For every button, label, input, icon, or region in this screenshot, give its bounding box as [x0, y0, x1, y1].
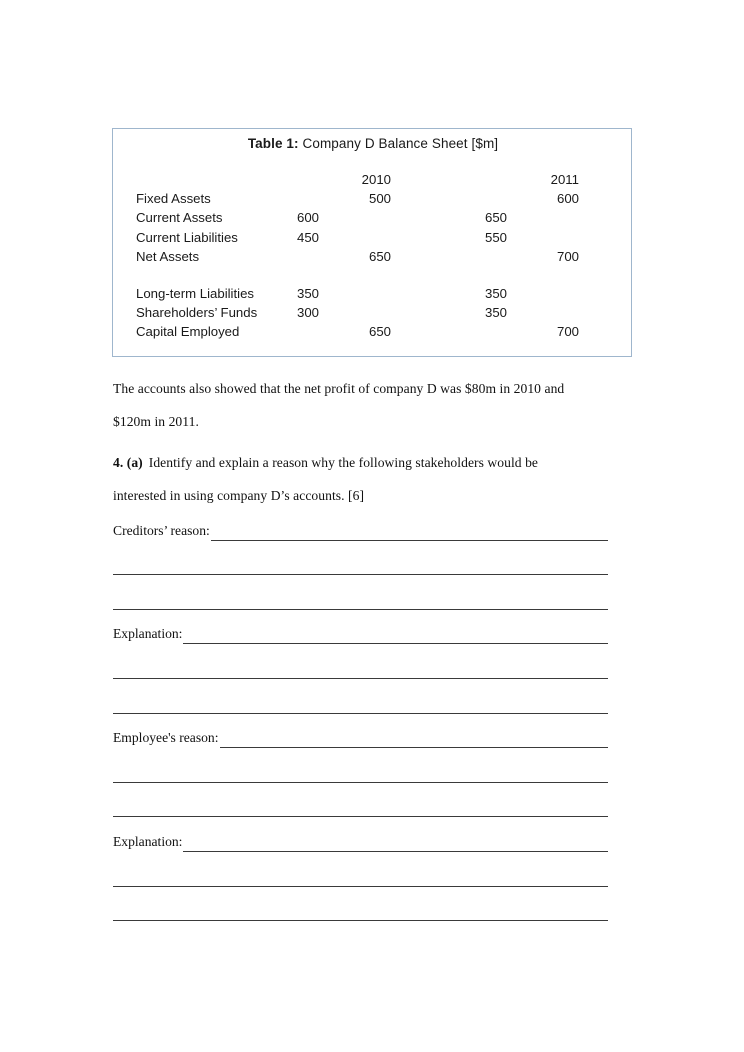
table-title-text: Company D Balance Sheet [$m] — [298, 136, 499, 151]
intro-paragraph-line-2: $120m in 2011. — [113, 414, 199, 429]
answer-rule — [113, 574, 608, 575]
answer-line-blank[interactable] — [113, 581, 608, 616]
answer-label: Explanation: — [113, 833, 183, 849]
table-title — [113, 136, 633, 151]
question-text-line-1: Identify and explain a reason why the following stakeholders would be — [148, 455, 539, 470]
row-value-2010-inner: 600 — [296, 210, 319, 226]
answer-line-blank[interactable] — [113, 858, 608, 893]
year-header-2010: 2010 — [361, 172, 391, 187]
answer-rule — [113, 678, 608, 679]
table-row — [113, 230, 633, 249]
table-row — [113, 305, 633, 324]
answer-rule — [113, 886, 608, 887]
table-title-label: Table 1: — [247, 136, 299, 151]
table-row — [113, 324, 633, 343]
balance-sheet-grid — [113, 172, 633, 344]
answer-group-creditors-explanation — [113, 616, 608, 720]
row-value-2011-outer: 600 — [556, 191, 579, 207]
row-label: Long-term Liabilities — [136, 285, 255, 301]
answer-line-with-label[interactable] — [113, 616, 608, 651]
answer-group-employee-explanation — [113, 823, 608, 927]
answer-rule — [183, 851, 608, 852]
row-value-2010-outer: 500 — [368, 191, 391, 207]
row-value-2010-inner: 350 — [296, 285, 319, 301]
row-label: Capital Employed — [136, 324, 240, 340]
question-number: 4. (a) — [113, 455, 143, 470]
row-value-2011-inner: 550 — [484, 229, 507, 245]
answer-lines-area — [113, 512, 608, 927]
answer-rule — [211, 540, 608, 541]
row-label: Current Assets — [136, 210, 223, 226]
row-value-2011-outer: 700 — [556, 248, 579, 264]
balance-sheet-table — [112, 128, 632, 357]
answer-line-blank[interactable] — [113, 789, 608, 824]
answer-group-creditors-reason — [113, 512, 608, 616]
table-header-row — [113, 172, 633, 191]
table-spacer-row — [113, 268, 633, 286]
answer-rule — [113, 782, 608, 783]
row-value-2011-outer: 700 — [556, 324, 579, 340]
intro-paragraph-line-1: The accounts also showed that the net profit of company D was $80m in 2010 and — [113, 381, 565, 396]
answer-rule — [113, 713, 608, 714]
answer-line-with-label[interactable] — [113, 720, 608, 755]
row-label: Fixed Assets — [136, 191, 211, 207]
row-value-2010-outer: 650 — [368, 324, 391, 340]
row-label: Shareholders’ Funds — [136, 305, 258, 321]
answer-rule — [220, 747, 608, 748]
answer-label: Creditors’ reason: — [113, 522, 210, 538]
table-row — [113, 191, 633, 210]
answer-group-employee-reason — [113, 720, 608, 824]
table-row — [113, 286, 633, 305]
row-value-2011-inner: 650 — [484, 210, 507, 226]
answer-line-with-label[interactable] — [113, 512, 608, 547]
row-value-2010-inner: 450 — [296, 229, 319, 245]
row-value-2010-inner: 300 — [296, 305, 319, 321]
row-label: Current Liabilities — [136, 229, 238, 245]
table-row — [113, 210, 633, 229]
row-value-2011-inner: 350 — [484, 305, 507, 321]
answer-label: Employee's reason: — [113, 730, 219, 746]
answer-line-blank[interactable] — [113, 650, 608, 685]
answer-line-blank[interactable] — [113, 893, 608, 928]
answer-label: Explanation: — [113, 626, 183, 642]
answer-line-blank[interactable] — [113, 754, 608, 789]
answer-line-blank[interactable] — [113, 685, 608, 720]
answer-rule — [113, 816, 608, 817]
answer-rule — [183, 643, 608, 644]
question-heading — [113, 455, 613, 471]
answer-rule — [113, 609, 608, 610]
row-value-2010-outer: 650 — [368, 248, 391, 264]
answer-line-blank[interactable] — [113, 547, 608, 582]
row-value-2011-inner: 350 — [484, 285, 507, 301]
question-text-line-2: interested in using company D’s accounts. [6] — [113, 488, 365, 503]
year-header-2011: 2011 — [550, 172, 579, 187]
answer-rule — [113, 920, 608, 921]
answer-line-with-label[interactable] — [113, 823, 608, 858]
table-row — [113, 249, 633, 268]
row-label: Net Assets — [136, 248, 200, 264]
